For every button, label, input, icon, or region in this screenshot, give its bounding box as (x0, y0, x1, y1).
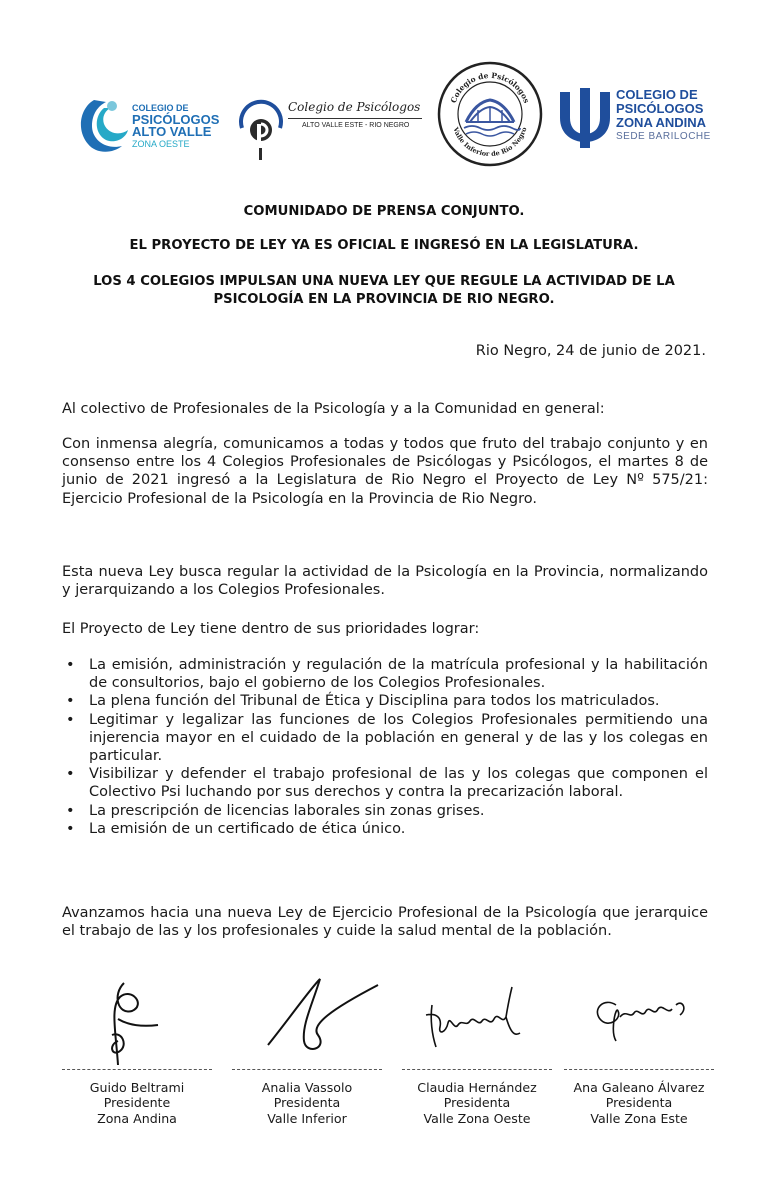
list-item-text: La emisión, administración y regulación de la matrícula profesional y la habilitación de consultorios, bajo el gobierno de los Colegios Profesionales. (89, 657, 708, 692)
logo-zona-andina (556, 88, 716, 154)
logo-alto-valle-zona-oeste (76, 94, 228, 160)
logo-valle-inferior (436, 60, 544, 168)
logo1-line1: COLEGIO DE (132, 103, 189, 113)
zona-andina-psi-icon (556, 88, 614, 148)
priorities-list (62, 656, 708, 838)
logo-row (0, 60, 768, 180)
list-item (62, 711, 708, 766)
alto-valle-emblem-icon (76, 94, 132, 160)
signatory-area: Valle Zona Oeste (423, 1110, 531, 1126)
signatory-role: Presidenta (443, 1095, 511, 1111)
handwritten-signature-icon (62, 975, 212, 1071)
heading-new-law (0, 273, 768, 309)
logo2-title: Colegio de Psicólogos (288, 100, 421, 114)
paragraph-purpose: Esta nueva Ley busca regular la actividad de la Psicología en la Provincia, normalizando y jerarquizando a los Colegios Profesionales. (62, 564, 708, 599)
logo-alto-valle-este (236, 98, 426, 160)
signature-line (62, 1069, 212, 1070)
list-item (62, 656, 708, 692)
seal-bottom-text: Valle Inferior de Río Negro (451, 126, 529, 159)
list-item-text: La emisión de un certificado de ética único. (89, 820, 406, 837)
logo4-line4: SEDE BARILOCHE (616, 131, 711, 142)
seal-top-text: Colegio de Psicólogos (448, 70, 532, 105)
signatory-role: Presidente (103, 1095, 171, 1111)
logo2-subtitle: ALTO VALLE ESTE - RIO NEGRO (302, 122, 410, 129)
signatory-block (392, 1080, 562, 1126)
logo1-line3: ALTO VALLE (132, 124, 212, 139)
list-item-text: Legitimar y legalizar las funciones de los Colegios Profesionales permitiendo una injerencia mayor en el cuidado de la población en general y de las y los colegas en particular. (89, 711, 708, 765)
salutation: Al colectivo de Profesionales de la Psicología y a la Comunidad en general: (62, 401, 605, 417)
list-item (62, 820, 708, 838)
logo4-line1: COLEGIO DE (616, 87, 698, 102)
signatory-area: Valle Zona Este (590, 1110, 688, 1126)
bullet-icon: • (66, 711, 75, 728)
signatory-name: Analia Vassolo (261, 1080, 353, 1095)
signature-line (402, 1069, 552, 1070)
signatory-block (222, 1080, 392, 1126)
signatory-role: Presidenta (273, 1095, 341, 1111)
signatory-area: Valle Inferior (267, 1110, 347, 1126)
signatory-name: Guido Beltrami (89, 1080, 185, 1095)
paragraph-announcement: Con inmensa alegría, comunicamos a todas y todos que fruto del trabajo conjunto y en consenso entre los 4 Colegios Profesionales de Psicólogas y Psicólogos, el martes 8 de junio de 2021 ingresó a la Legislatura de Rio Negro el Proyecto de Ley Nº 575/21: Ejercicio Profesional de la Psicología en la Provincia de Rio Negro. (62, 436, 708, 507)
signature-galeano (564, 975, 714, 1075)
paragraph-priorities-intro: El Proyecto de Ley tiene dentro de sus prioridades lograr: (62, 621, 480, 637)
handwritten-signature-icon (564, 975, 714, 1071)
signatory-block (52, 1080, 222, 1126)
list-item-text: La plena función del Tribunal de Ética y Disciplina para todos los matriculados. (89, 693, 660, 710)
list-item-text: La prescripción de licencias laborales sin zonas grises. (89, 802, 485, 819)
bullet-icon: • (66, 693, 75, 710)
list-item (62, 692, 708, 710)
alto-valle-este-emblem-icon (236, 98, 286, 160)
list-item-text: Visibilizar y defender el trabajo profesional de las y los colegas que componen el Colectivo Psi luchando por sus derechos y contra la precarización laboral. (89, 766, 708, 801)
bullet-icon: • (66, 766, 75, 783)
valle-inferior-seal-icon (436, 60, 544, 168)
handwritten-signature-icon (232, 975, 382, 1071)
signatory-name: Claudia Hernández (417, 1080, 537, 1095)
signatory-block (554, 1080, 724, 1126)
logo4-line2: PSICÓLOGOS (616, 101, 704, 116)
signature-beltrami (62, 975, 212, 1075)
heading-press-release: COMUNIDADO DE PRENSA CONJUNTO. (243, 204, 525, 219)
heading-new-law-line2: PSICOLOGÍA EN LA PROVINCIA DE RIO NEGRO. (213, 292, 555, 307)
signature-line (564, 1069, 714, 1070)
signatory-role: Presidenta (605, 1095, 673, 1111)
document-date: Rio Negro, 24 de junio de 2021. (475, 343, 706, 359)
logo4-line3: ZONA ANDINA (616, 115, 707, 130)
signatory-area: Zona Andina (97, 1110, 177, 1126)
signature-line (232, 1069, 382, 1070)
handwritten-signature-icon (402, 975, 552, 1071)
list-item (62, 765, 708, 801)
signature-vassolo (232, 975, 382, 1075)
signatory-name: Ana Galeano Álvarez (573, 1080, 705, 1095)
logo1-line4: ZONA OESTE (132, 139, 190, 149)
bullet-icon: • (66, 802, 75, 819)
paragraph-closing: Avanzamos hacia una nueva Ley de Ejercicio Profesional de la Psicología que jerarquice el trabajo de las y los profesionales y cuide la salud mental de la población. (62, 905, 708, 940)
logo1-line2: PSICÓLOGOS (132, 112, 220, 127)
heading-new-law-line1: LOS 4 COLEGIOS IMPULSAN UNA NUEVA LEY QUE REGULE LA ACTIVIDAD DE LA (93, 274, 675, 289)
logo2-rule (288, 118, 422, 119)
bullet-icon: • (66, 657, 75, 673)
heading-bill-official: EL PROYECTO DE LEY YA ES OFICIAL E INGRESÓ EN LA LEGISLATURA. (129, 238, 639, 253)
signature-hernandez (402, 975, 552, 1075)
bullet-icon: • (66, 820, 75, 837)
list-item (62, 802, 708, 820)
